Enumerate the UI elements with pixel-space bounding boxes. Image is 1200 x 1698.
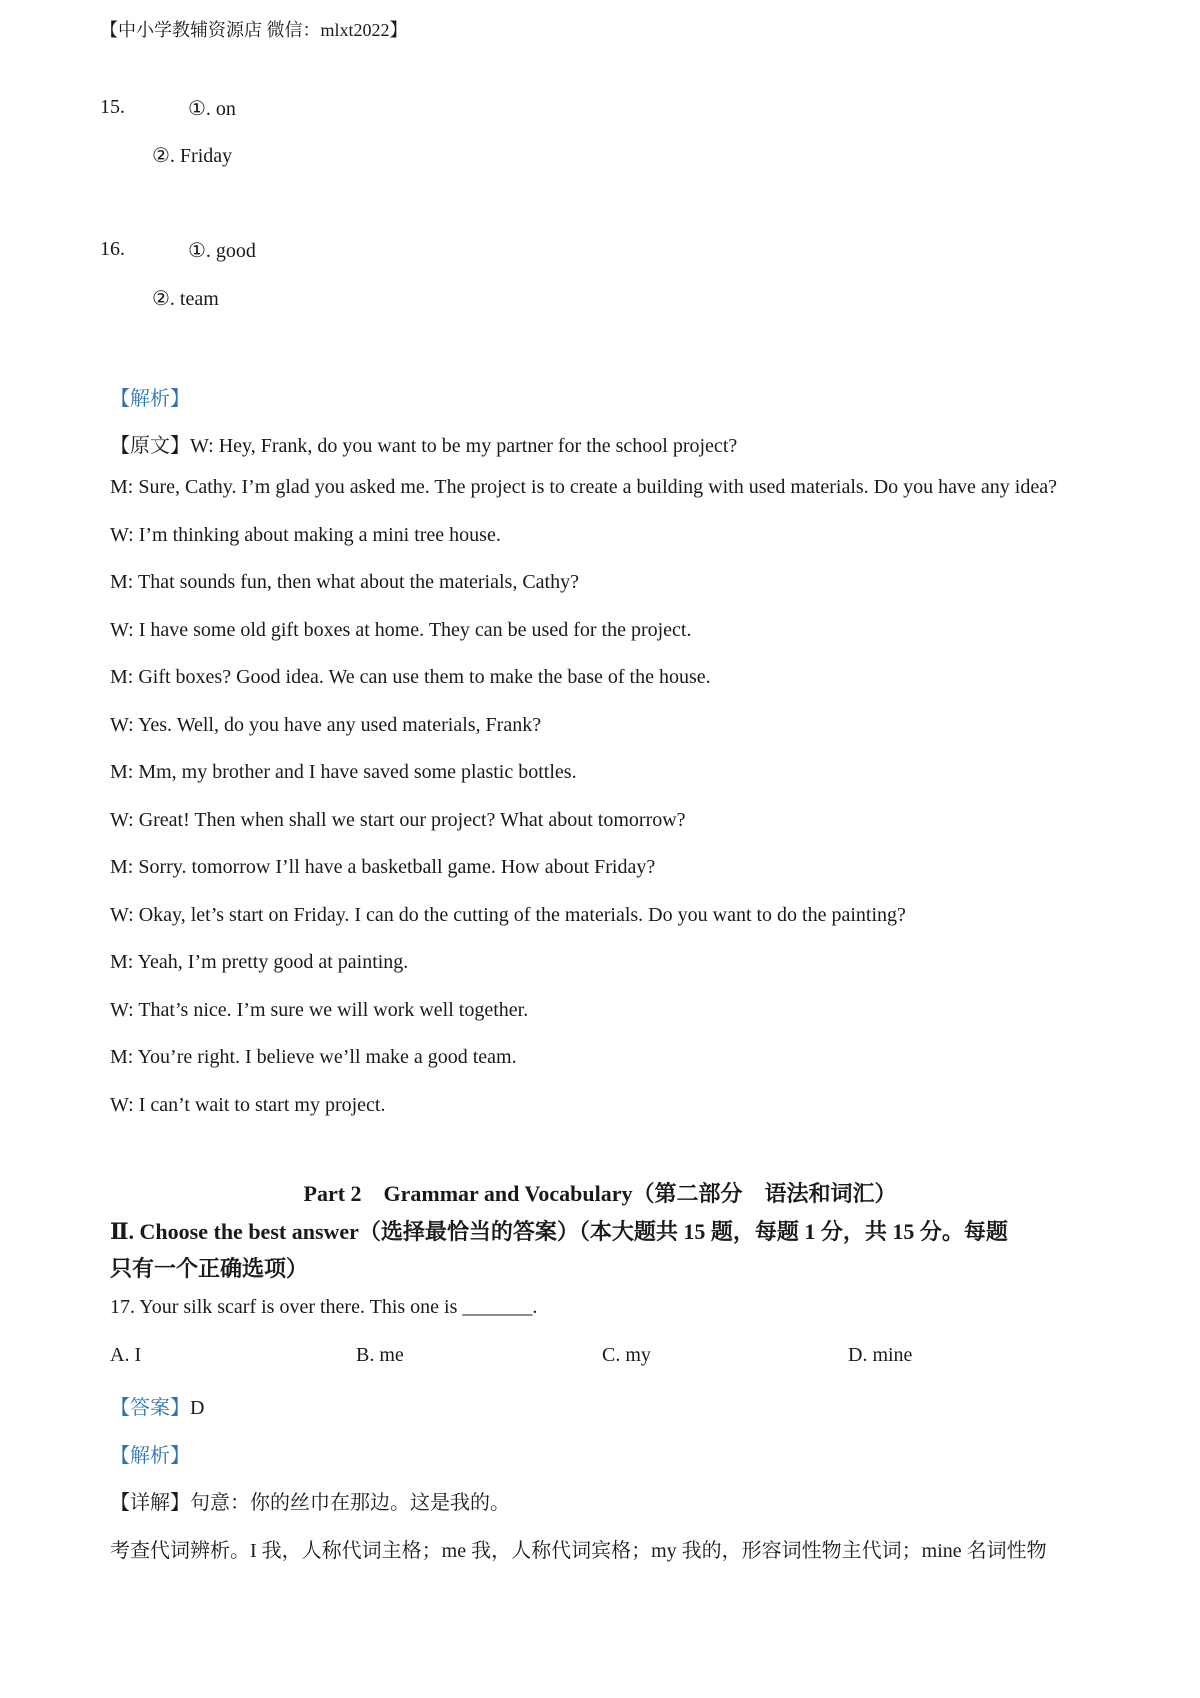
- q17-analysis-label: 【解析】: [110, 1445, 190, 1467]
- transcript-line-8: W: Great! Then when shall we start our project? What about tomorrow?: [110, 809, 686, 831]
- q17-option-d: D. mine: [848, 1344, 913, 1366]
- q17-explanation: 考查代词辨析。I 我，人称代词主格；me 我，人称代词宾格；my 我的，形容词性物主代词；mine 名词性物: [110, 1540, 1047, 1562]
- q17-answer-value: D: [190, 1397, 205, 1419]
- transcript-line-13: M: You’re right. I believe we’ll make a good team.: [110, 1046, 517, 1068]
- transcript-line-3: M: That sounds fun, then what about the materials, Cathy?: [110, 571, 579, 593]
- q17-detail-label: 【详解】: [110, 1492, 190, 1514]
- transcript-line-9: M: Sorry. tomorrow I’ll have a basketball game. How about Friday?: [110, 856, 656, 878]
- transcript-line-7: M: Mm, my brother and I have saved some plastic bottles.: [110, 761, 577, 783]
- answer-15-item-1: ①. on: [188, 98, 236, 120]
- answer-16-number: 16.: [100, 238, 125, 260]
- transcript-line-14: W: I can’t wait to start my project.: [110, 1094, 386, 1116]
- answer-16-item-1: ①. good: [188, 240, 256, 262]
- q17-detail-text: 句意：你的丝巾在那边。这是我的。: [190, 1492, 510, 1514]
- q17-answer: [110, 1391, 204, 1420]
- transcript-line-12: W: That’s nice. I’m sure we will work well together.: [110, 999, 529, 1021]
- answer-16-item-2: ②. team: [152, 288, 219, 310]
- transcript-line-4: W: I have some old gift boxes at home. They can be used for the project.: [110, 619, 692, 641]
- transcript-line-2: W: I’m thinking about making a mini tree house.: [110, 524, 501, 546]
- q17-option-b: B. me: [356, 1344, 404, 1366]
- answer-15-item-2: ②. Friday: [152, 145, 233, 167]
- transcript-line-5: M: Gift boxes? Good idea. We can use them to make the base of the house.: [110, 666, 711, 688]
- part2-title: Part 2 Grammar and Vocabulary（第二部分 语法和词汇）: [303, 1181, 897, 1206]
- transcript-label: 【原文】: [110, 435, 190, 457]
- transcript-line-0: [110, 429, 737, 458]
- q17-stem: 17. Your silk scarf is over there. This one is _______.: [110, 1296, 538, 1318]
- transcript-line-6: W: Yes. Well, do you have any used materials, Frank?: [110, 714, 542, 736]
- q17-option-c: C. my: [602, 1344, 651, 1366]
- q17-answer-label: 【答案】: [110, 1397, 190, 1419]
- transcript-line-11: M: Yeah, I’m pretty good at painting.: [110, 951, 409, 973]
- analysis-label: 【解析】: [110, 388, 190, 410]
- section-title-line-2: 只有一个正确选项）: [110, 1256, 309, 1281]
- q17-option-a: A. I: [110, 1344, 142, 1366]
- transcript-text: W: Hey, Frank, do you want to be my partner for the school project?: [190, 435, 738, 457]
- answer-15-number: 15.: [100, 96, 125, 118]
- section-title-line-1: Ⅱ. Choose the best answer（选择最恰当的答案）（本大题共 15 题，每题 1 分，共 15 分。每题: [110, 1219, 1008, 1244]
- page-header: 【中小学教辅资源店 微信：mlxt2022】: [100, 20, 408, 40]
- q17-detail: [110, 1486, 510, 1515]
- transcript-line-10: W: Okay, let’s start on Friday. I can do the cutting of the materials. Do you want to do the painting?: [110, 904, 906, 926]
- transcript-line-1: M: Sure, Cathy. I’m glad you asked me. The project is to create a building with used materials. Do you have any idea?: [110, 476, 1057, 498]
